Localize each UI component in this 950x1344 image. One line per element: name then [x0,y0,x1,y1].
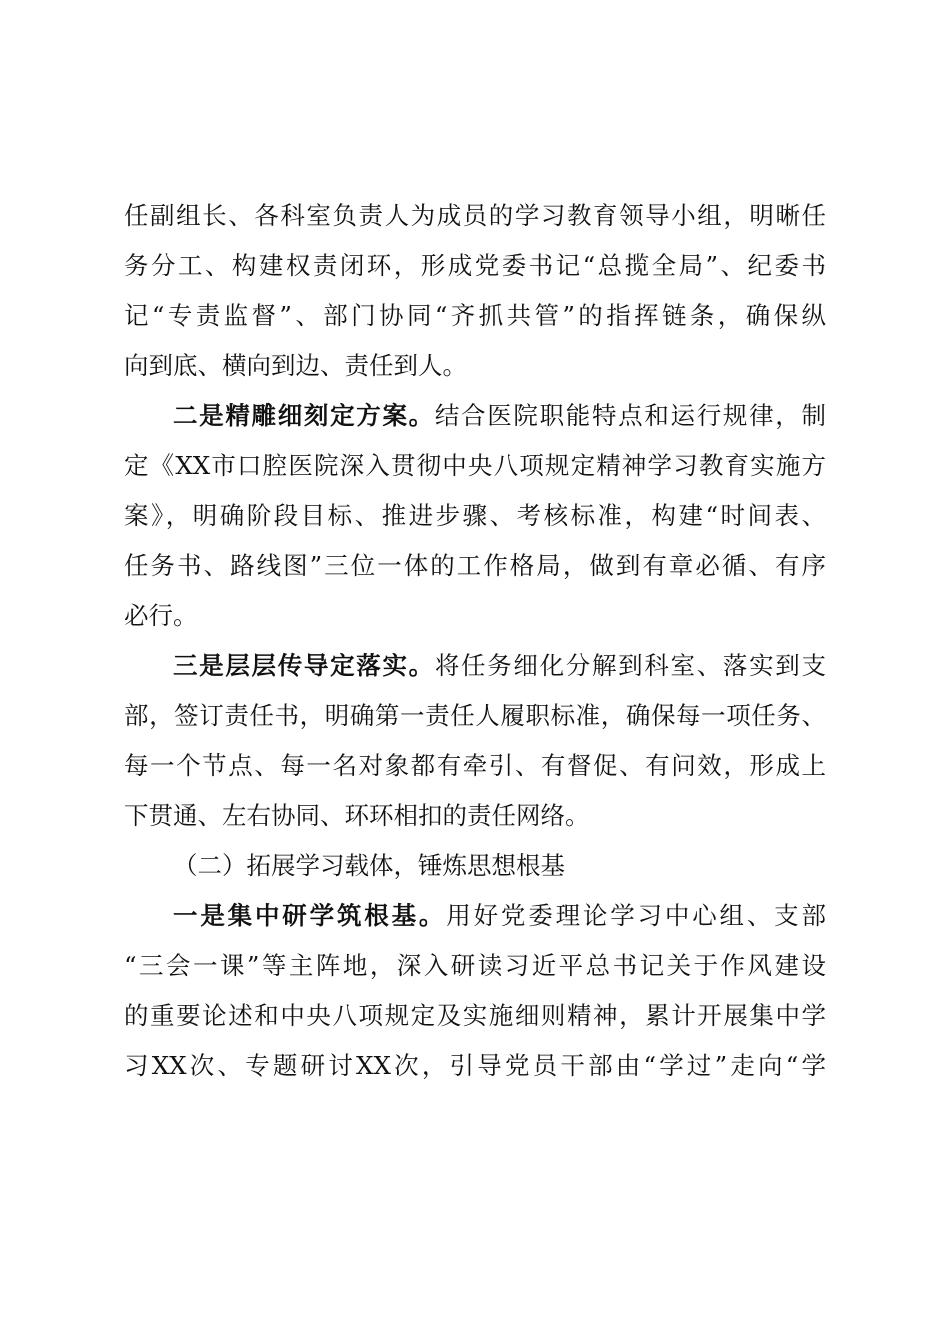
paragraph-1 [124,191,826,391]
paragraph-lead: 三是层层传导定落实。 [173,651,435,680]
section-heading-text: （二）拓展学习载体，锤炼思想根基 [173,851,565,880]
text-line: 案》，明确阶段目标、推进步骤、考核标准，构建“时间表、 [124,501,826,530]
paragraph-2 [124,391,826,641]
paragraph-first-text: 将任务细化分解到科室、落实到支 [434,651,826,680]
text-line: 记“专责监督”、部门协同“齐抓共管”的指挥链条，确保纵 [124,301,826,330]
text-line: “三会一课”等主阵地，深入研读习近平总书记关于作风建设 [124,951,826,980]
paragraph-first-text: 用好党委理论学习中心组、支部 [446,901,827,930]
paragraph-3 [124,641,826,841]
text-line [124,891,826,941]
paragraph-lead: 二是精雕细刻定方案。 [173,401,435,430]
text-line: 务分工、构建权责闭环，形成党委书记“总揽全局”、纪委书 [124,251,826,280]
text-line: 必行。 [124,601,198,630]
text-line: 定《XX市口腔医院深入贯彻中央八项规定精神学习教育实施方 [124,451,826,480]
paragraph-4 [124,891,826,1091]
paragraph-lead: 一是集中研学筑根基。 [173,901,447,930]
text-line [124,391,826,441]
section-heading [124,841,826,891]
text-line: 任务书、路线图”三位一体的工作格局，做到有章必循、有序 [124,551,826,580]
document-body [124,191,826,1091]
text-line: 每一个节点、每一名对象都有牵引、有督促、有问效，形成上 [124,751,826,780]
text-line: 下贯通、左右协同、环环相扣的责任网络。 [124,801,590,830]
text-line: 习XX次、专题研讨XX次，引导党员干部由“学过”走向“学 [124,1051,826,1080]
text-line: 任副组长、各科室负责人为成员的学习教育领导小组，明晰任 [124,201,826,230]
text-line: 向到底、横向到边、责任到人。 [124,351,467,380]
text-line: 的重要论述和中央八项规定及实施细则精神，累计开展集中学 [124,1001,826,1030]
paragraph-first-text: 结合医院职能特点和运行规律，制 [434,401,826,430]
text-line [124,641,826,691]
text-line: 部，签订责任书，明确第一责任人履职标准，确保每一项任务、 [124,701,826,730]
